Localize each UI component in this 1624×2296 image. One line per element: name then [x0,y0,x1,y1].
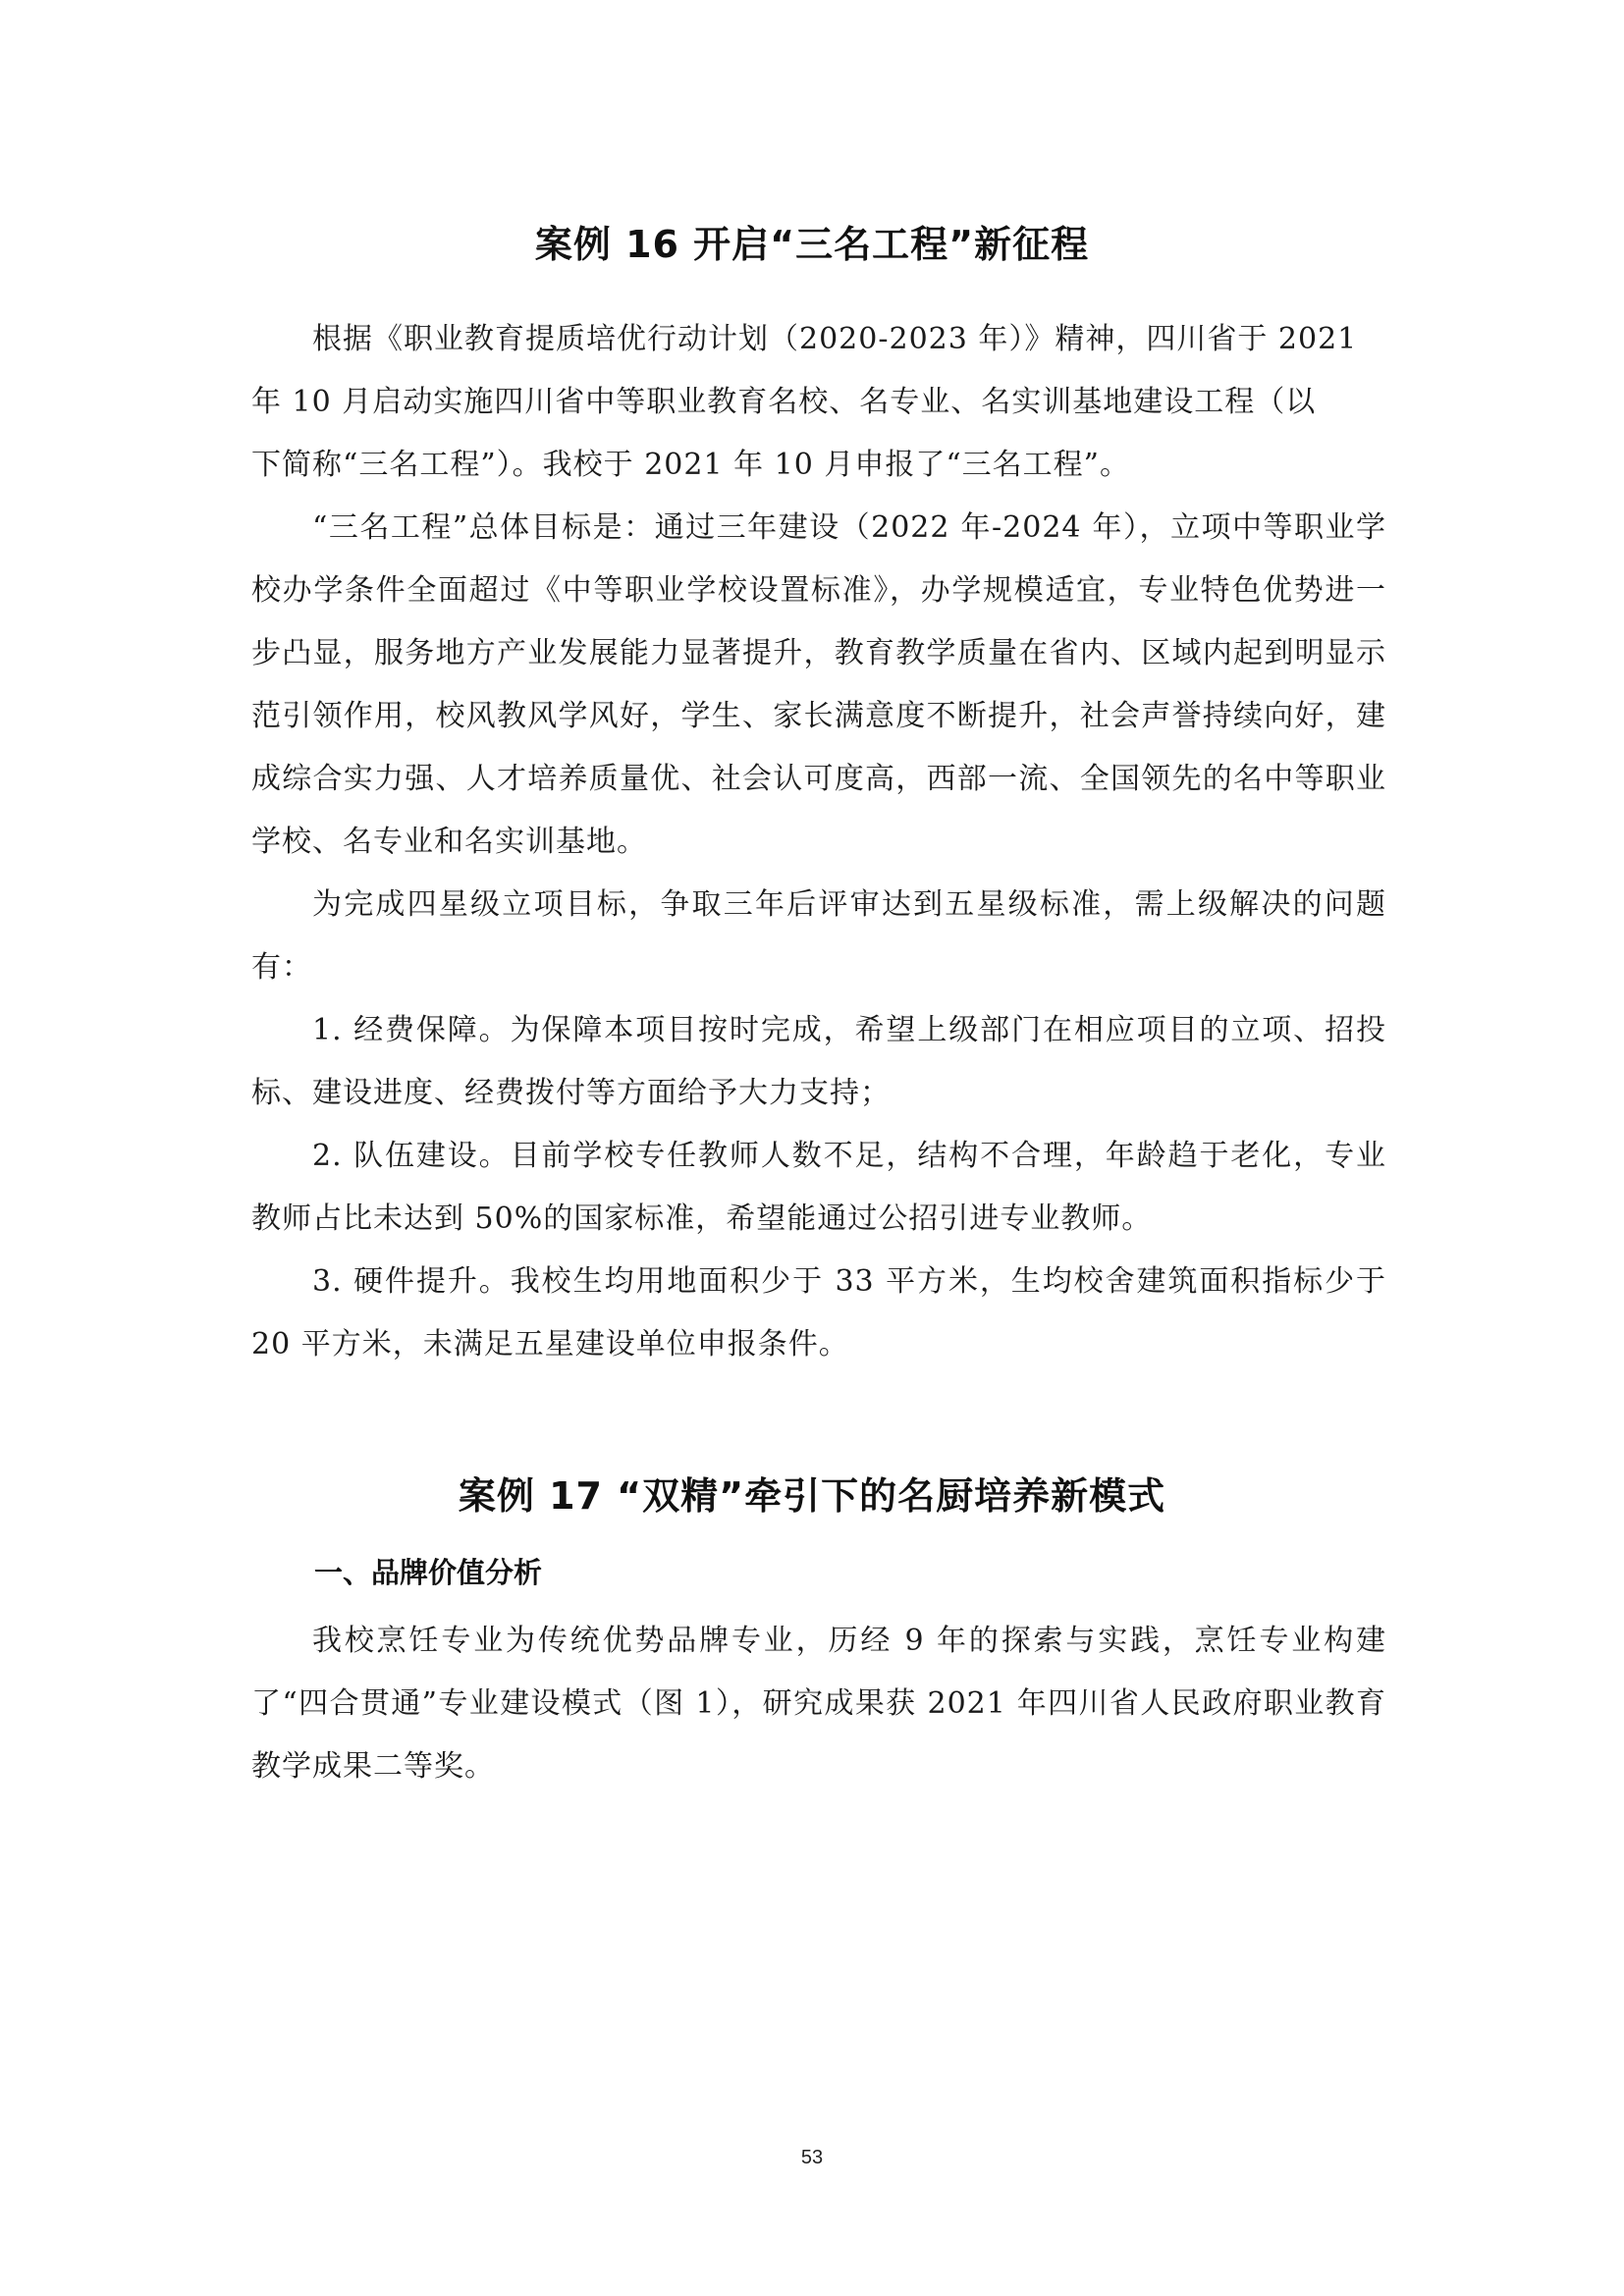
case-17-body [251,1610,1386,1798]
case-16-paragraph-1-line-1: 根据《职业教育提质培优行动计划（2020-2023 年）》精神，四川省于 2021 [312,322,1358,356]
case-17-section-1-heading: 一、品牌价值分析 [314,1556,543,1589]
case-16-body [251,308,1386,1376]
case-16-paragraph-1-line-2: 年 10 月启动实施四川省中等职业教育名校、名专业、名实训基地建设工程（以 [251,385,1317,419]
case-16-paragraph-1-line-3: 下简称“三名工程”）。我校于 2021 年 10 月申报了“三名工程”。 [251,448,1131,482]
case-16-list-item-1: 1. 经费保障。为保障本项目按时完成，希望上级部门在相应项目的立项、招投标、建设进度、经费拨付等方面给予大力支持； [251,1013,1386,1110]
case-16-title: 案例 16 开启“三名工程”新征程 [534,223,1090,266]
case-16-list-item-2: 2. 队伍建设。目前学校专任教师人数不足，结构不合理，年龄趋于老化，专业教师占比未达到 50%的国家标准，希望能通过公招引进专业教师。 [251,1139,1386,1236]
page-number: 53 [800,2147,824,2168]
case-17-title: 案例 17 “双精”牵引下的名厨培养新模式 [458,1474,1166,1518]
case-16-paragraph-2: “三名工程”总体目标是：通过三年建设（2022 年-2024 年），立项中等职业学校办学条件全面超过《中等职业学校设置标准》，办学规模适宜，专业特色优势进一步凸显，服务地方产业发展能力显著提升，教育教学质量在省内、区域内起到明显示范引领作用，校风教风学风好，学生、家长满意度不断提升，社会声誉持续向好，建成综合实力强、人才培养质量优、社会认可度高，西部一流、全国领先的名中等职业学校、名专业和名实训基地。 [251,510,1386,859]
case-17-paragraph-1: 我校烹饪专业为传统优势品牌专业，历经 9 年的探索与实践，烹饪专业构建了“四合贯通”专业建设模式（图 1），研究成果获 2021 年四川省人民政府职业教育教学成果二等奖。 [251,1624,1386,1784]
case-16-paragraph-3: 为完成四星级立项目标，争取三年后评审达到五星级标准，需上级解决的问题有： [251,887,1386,985]
case-16-list-item-3: 3. 硬件提升。我校生均用地面积少于 33 平方米，生均校舍建筑面积指标少于 20 平方米，未满足五星建设单位申报条件。 [251,1264,1386,1362]
